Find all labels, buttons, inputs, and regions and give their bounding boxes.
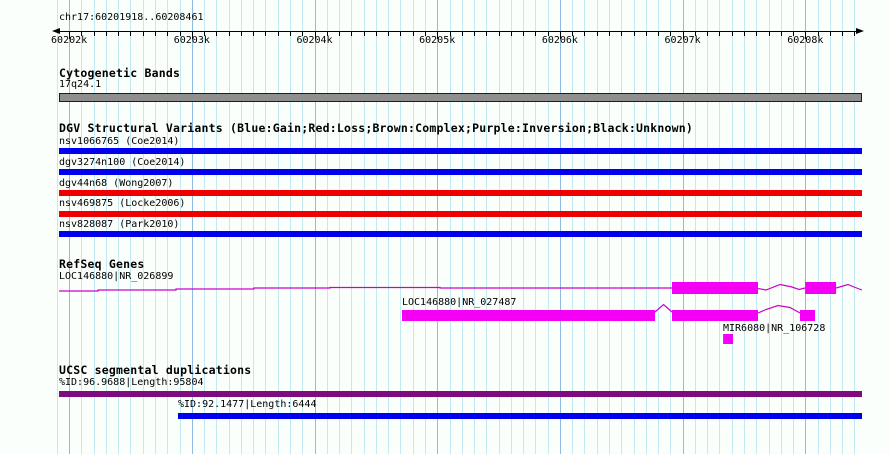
gridline-minor [609,0,610,454]
gridline-minor [634,0,635,454]
gridline-minor [376,0,377,454]
ruler-tick-minor [523,31,524,36]
segdup-label-2: %ID:92.1477|Length:6444 [178,399,317,410]
variant-label: nsv1066765 (Coe2014) [59,136,180,147]
gene-label-mir6080: MIR6080|NR_106728 [723,323,826,334]
gridline-minor [413,0,414,454]
ruler-tick-minor [646,31,647,36]
gridline-minor [400,0,401,454]
gridline-minor [842,0,843,454]
gridline-minor [818,0,819,454]
ruler-tick-minor [241,31,242,36]
section-header-cytobands: Cytogenetic Bands [59,66,181,80]
ruler-tick-minor [278,31,279,36]
ruler-tick-minor [842,31,843,36]
segdup-bar[interactable] [178,413,862,419]
gridline-minor [302,0,303,454]
ruler-tick-minor [609,31,610,36]
ruler-tick-minor [769,31,770,36]
gridline-minor [584,0,585,454]
ruler-tick-minor [253,31,254,36]
ruler-tick-minor [388,31,389,36]
ruler-tick-minor [400,31,401,36]
variant-bar-loss[interactable] [59,190,862,196]
gridline-minor [769,0,770,454]
ruler-tick-label: 60205k [419,35,456,46]
gridline-minor [204,0,205,454]
gridline-minor [474,0,475,454]
gridline-minor [229,0,230,454]
ruler-tick-label: 60206k [541,35,578,46]
ruler-tick-minor [732,31,733,36]
gridline-minor [732,0,733,454]
gridline-minor [854,0,855,454]
gridline-minor [339,0,340,454]
variant-bar-gain[interactable] [59,231,862,237]
variant-label: nsv828087 (Park2010) [59,219,180,230]
ruler-tick-minor [511,31,512,36]
ruler-tick-minor [265,31,266,36]
segdup-label-1: %ID:96.9688|Length:95804 [59,377,204,388]
gridline-minor [450,0,451,454]
gridline-major [315,0,316,454]
cytoband-bar[interactable] [59,93,862,102]
gridline-major [683,0,684,454]
gridline-minor [523,0,524,454]
gridline-minor [278,0,279,454]
cytoband-label: 17q24.1 [59,79,102,90]
ruler-tick-label: 60203k [173,35,210,46]
gridline-minor [511,0,512,454]
gridline-minor [57,0,58,454]
gridline-minor [425,0,426,454]
gridline-minor [670,0,671,454]
gridline-minor [830,0,831,454]
gridline-major [560,0,561,454]
gridline-minor [388,0,389,454]
gridline-minor [364,0,365,454]
ruler-tick-minor [621,31,622,36]
gridline-minor [535,0,536,454]
gridline-minor [462,0,463,454]
section-header-refseq: RefSeq Genes [59,257,145,271]
gridline-minor [621,0,622,454]
ruler-arrow-left-icon [52,28,60,34]
gridline-minor [290,0,291,454]
gridline-minor [253,0,254,454]
variant-label: dgv3274n100 (Coe2014) [59,157,186,168]
variant-bar-gain[interactable] [59,169,862,175]
ruler-tick-minor [229,31,230,36]
region-title: chr17:60201918..60208461 [59,12,204,23]
gridline-minor [707,0,708,454]
ruler-tick-minor [854,31,855,36]
ruler-tick-label: 60207k [664,35,701,46]
gridline-minor [216,0,217,454]
ruler-tick-minor [474,31,475,36]
gridline-minor [781,0,782,454]
gridline-minor [351,0,352,454]
ruler-tick-label: 60204k [296,35,333,46]
ruler-tick-minor [376,31,377,36]
gridline-minor [744,0,745,454]
ruler-tick-minor [118,31,119,36]
segdup-bar[interactable] [59,391,862,397]
gridline-major [805,0,806,454]
ruler-tick-minor [130,31,131,36]
ruler-tick-minor [744,31,745,36]
gridline-minor [597,0,598,454]
ruler-tick-label: 60208k [787,35,824,46]
gridline-minor [572,0,573,454]
gene-glyph-mir6080[interactable] [723,334,733,344]
ruler-tick-minor [597,31,598,36]
gridline-minor [658,0,659,454]
ruler-tick-minor [351,31,352,36]
ruler-tick-minor [364,31,365,36]
section-header-dgv: DGV Structural Variants (Blue:Gain;Red:Loss;Brown:Complex;Purple:Inversion;Black:Unknown) [59,121,693,135]
ruler-tick-minor [756,31,757,36]
ruler-tick-minor [499,31,500,36]
gene-label-nr026899: LOC146880|NR_026899 [59,271,174,282]
gridline-minor [719,0,720,454]
ruler-tick-minor [486,31,487,36]
variant-bar-gain[interactable] [59,148,862,154]
gene-label-nr027487: LOC146880|NR_027487 [402,297,517,308]
variant-label: nsv469875 (Locke2006) [59,198,186,209]
ruler-tick-minor [143,31,144,36]
ruler-arrow-right-icon [856,28,864,34]
ruler-tick-minor [155,31,156,36]
ruler-tick-minor [719,31,720,36]
variant-bar-loss[interactable] [59,211,862,217]
gridline-minor [548,0,549,454]
gridline-minor [486,0,487,454]
gridline-minor [646,0,647,454]
gridline-minor [241,0,242,454]
gridline-minor [327,0,328,454]
gridline-minor [793,0,794,454]
gridline-minor [499,0,500,454]
gridline-minor [756,0,757,454]
gridline-minor [265,0,266,454]
variant-label: dgv44n68 (Wong2007) [59,178,174,189]
section-header-segdups: UCSC segmental duplications [59,363,252,377]
gridline-minor [695,0,696,454]
gridline-major [437,0,438,454]
ruler-tick-minor [106,31,107,36]
ruler-tick-label: 60202k [51,35,88,46]
ruler-tick-minor [634,31,635,36]
